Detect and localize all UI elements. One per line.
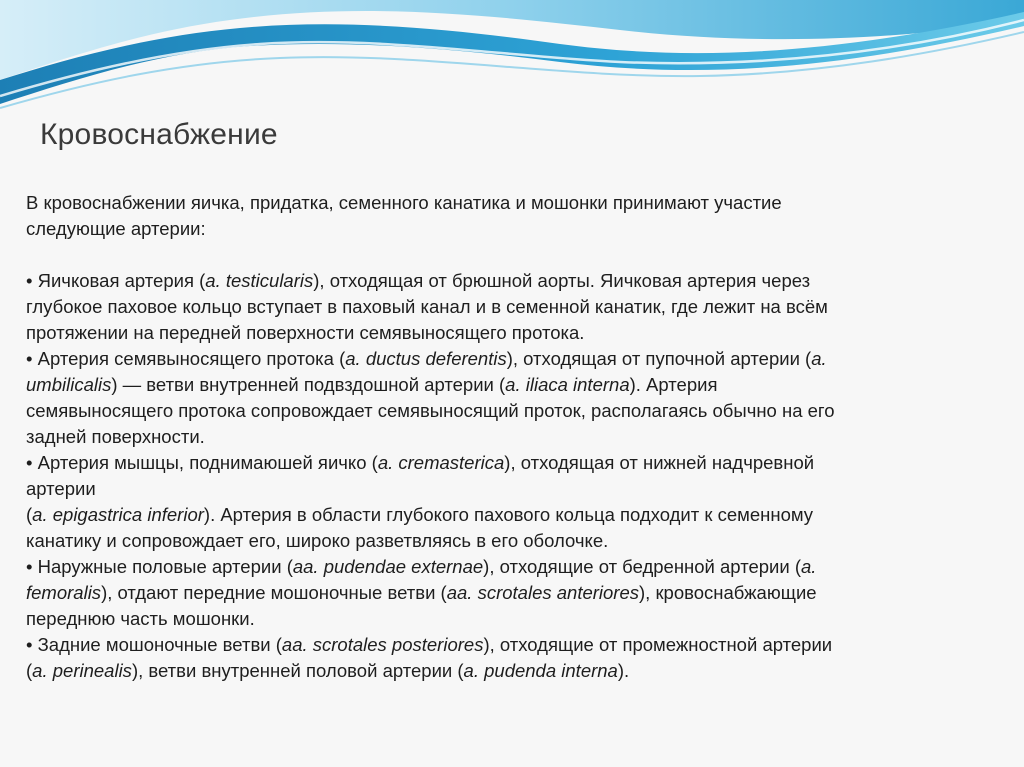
- latin-term: a. epigastrica inferior: [32, 504, 204, 525]
- bullet-line: [26, 658, 986, 684]
- slide-body: [26, 190, 986, 684]
- intro-line: В кровоснабжении яичка, придатка, семенного канатика и мошонки принимают участие: [26, 192, 782, 213]
- text-segment: ), отходящая от брюшной аорты. Яичковая артерия через: [313, 270, 811, 291]
- text-segment: ), отходящие от бедренной артерии (: [483, 556, 802, 577]
- latin-term: a.: [811, 348, 827, 369]
- bullet-line: [26, 372, 986, 398]
- bullet-line: [26, 632, 986, 658]
- latin-term: umbilicalis: [26, 374, 112, 395]
- latin-term: a.: [801, 556, 817, 577]
- text-segment: ).: [617, 660, 630, 681]
- bullet-line: [26, 346, 986, 372]
- text-segment: • Артерия семявыносящего протока (: [26, 348, 346, 369]
- artery-bullet: [26, 554, 986, 632]
- text-segment: ) — ветви внутренней подвздошной артерии (: [111, 374, 506, 395]
- bullet-line: [26, 398, 986, 424]
- text-segment: • Артерия мышцы, поднимаюшей яичко (: [26, 452, 378, 473]
- bullet-line: [26, 606, 986, 632]
- latin-term: aa. scrotales posteriores: [281, 634, 484, 655]
- text-segment: ). Артерия в области глубокого пахового кольца подходит к семенному: [203, 504, 814, 525]
- text-segment: канатику и сопровождает его, широко разветвляясь в его оболочке.: [26, 530, 609, 551]
- text-segment: семявыносящего протока сопровождает семявыносящий проток, располагаясь обычно на его: [26, 400, 835, 421]
- text-segment: (: [26, 504, 33, 525]
- text-segment: ), отходящие от промежностной артерии: [483, 634, 833, 655]
- bullet-line: [26, 502, 986, 528]
- latin-term: aa. scrotales anteriores: [446, 582, 640, 603]
- text-segment: ), кровоснабжающие: [639, 582, 817, 603]
- paragraph-spacer: [26, 242, 986, 268]
- text-segment: артерии: [26, 478, 96, 499]
- bullet-line: [26, 424, 986, 450]
- latin-term: a. testicularis: [205, 270, 314, 291]
- text-segment: протяжении на передней поверхности семявыносящего протока.: [26, 322, 585, 343]
- text-segment: переднюю часть мошонки.: [26, 608, 255, 629]
- latin-term: a. cremasterica: [377, 452, 505, 473]
- latin-term: femoralis: [26, 582, 102, 603]
- text-segment: задней поверхности.: [26, 426, 205, 447]
- text-segment: глубокое паховое кольцо вступает в паховый канал и в семенной канатик, где лежит на всём: [26, 296, 828, 317]
- bullet-line: [26, 580, 986, 606]
- text-segment: • Задние мошоночные ветви (: [26, 634, 282, 655]
- bullet-line: [26, 320, 986, 346]
- latin-term: a. iliaca interna: [505, 374, 630, 395]
- artery-bullet: [26, 268, 986, 346]
- bullet-line: [26, 528, 986, 554]
- artery-bullet: [26, 346, 986, 450]
- text-segment: ), отходящая от нижней надчревной: [504, 452, 815, 473]
- text-segment: ). Артерия: [629, 374, 718, 395]
- latin-term: a. pudenda interna: [463, 660, 618, 681]
- text-segment: ), отходящая от пупочной артерии (: [506, 348, 812, 369]
- bullet-line: [26, 294, 986, 320]
- text-segment: • Наружные половые артерии (: [26, 556, 293, 577]
- header-wave-decoration: [0, 0, 1024, 110]
- artery-bullet: [26, 450, 986, 554]
- intro-line: следующие артерии:: [26, 218, 206, 239]
- bullet-line: [26, 268, 986, 294]
- text-segment: ), отдают передние мошоночные ветви (: [101, 582, 447, 603]
- text-segment: • Яичковая артерия (: [26, 270, 206, 291]
- text-segment: (: [26, 660, 33, 681]
- slide-title: Кровоснабжение: [40, 118, 278, 151]
- artery-bullet: [26, 632, 986, 684]
- bullet-line: [26, 476, 986, 502]
- latin-term: a. perinealis: [32, 660, 132, 681]
- latin-term: a. ductus deferentis: [345, 348, 507, 369]
- text-segment: ), ветви внутренней половой артерии (: [131, 660, 464, 681]
- bullet-line: [26, 554, 986, 580]
- latin-term: aa. pudendae externae: [292, 556, 484, 577]
- bullet-line: [26, 450, 986, 476]
